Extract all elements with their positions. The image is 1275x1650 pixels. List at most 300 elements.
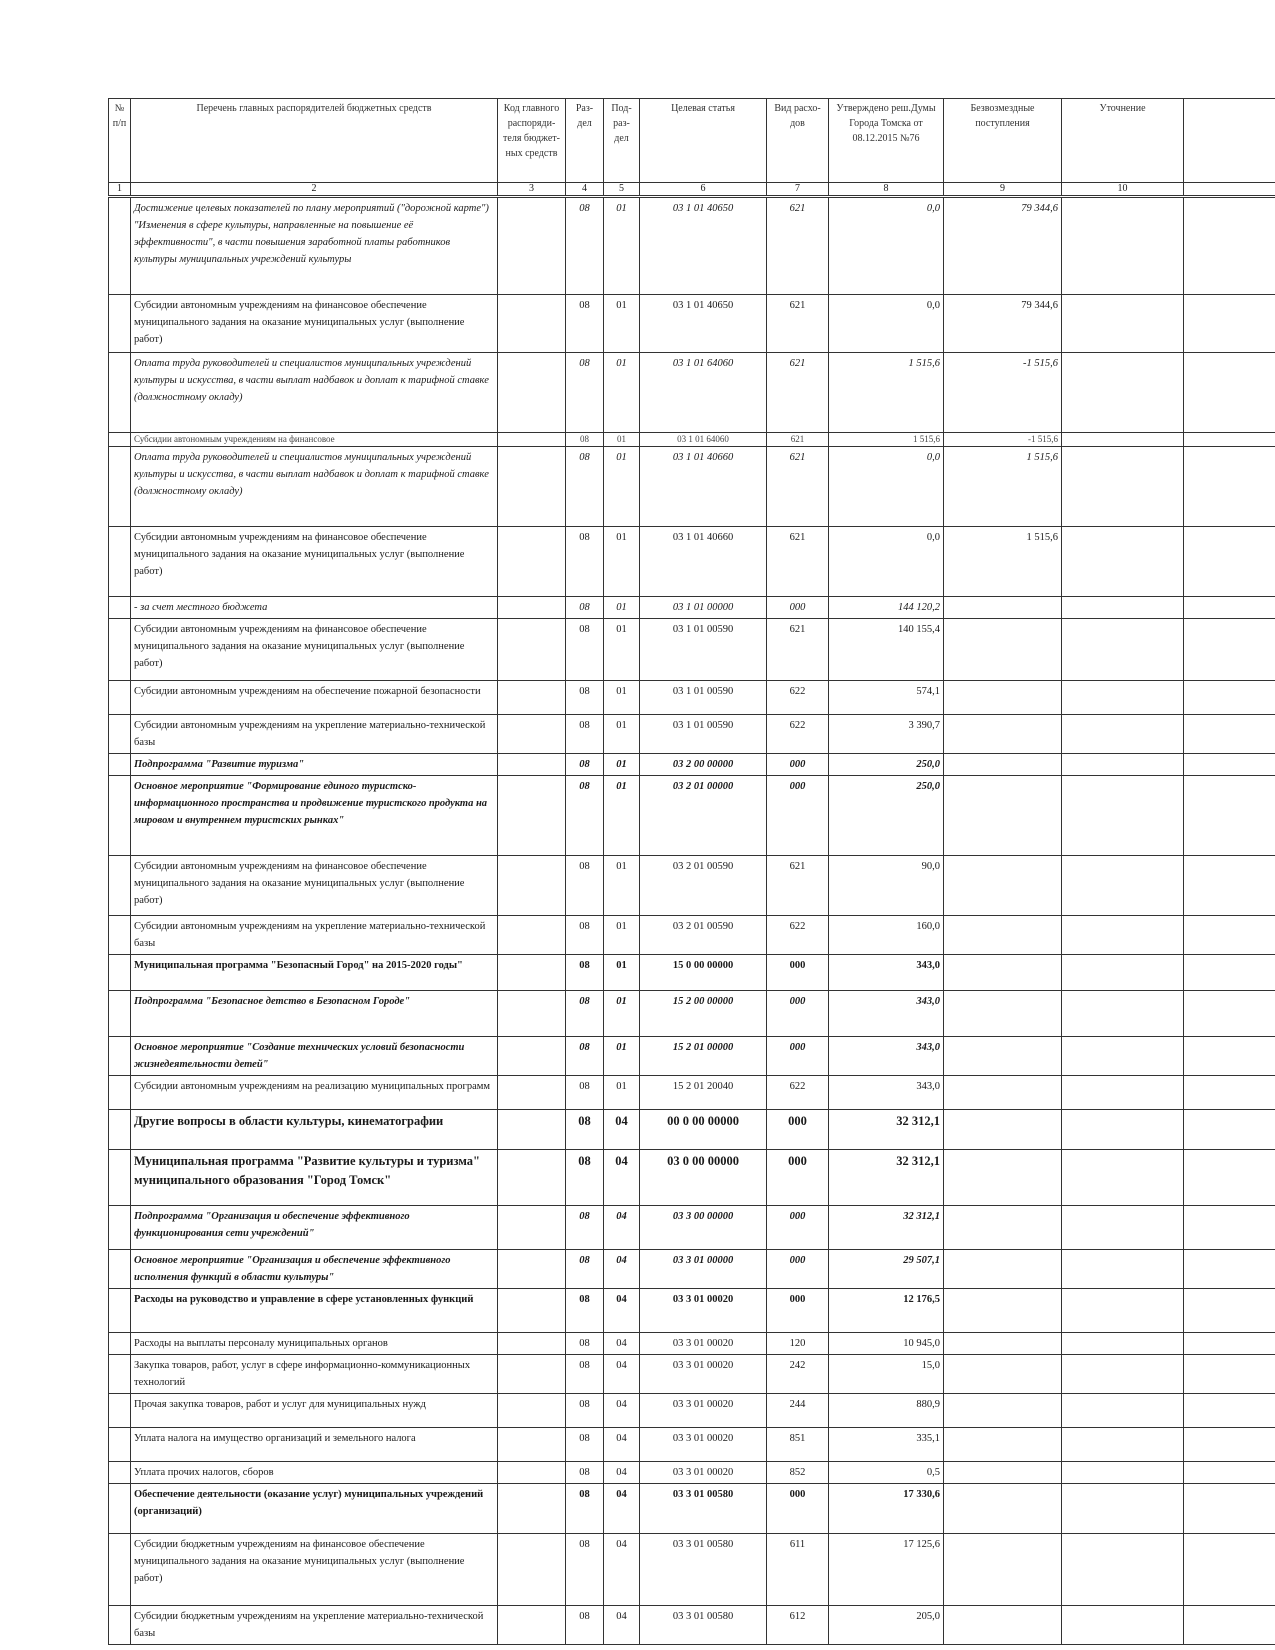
row-name: Другие вопросы в области культуры, кинематографии [131, 1110, 498, 1150]
row-target: 03 3 01 00580 [640, 1484, 767, 1534]
row-section: 08 [566, 1394, 604, 1428]
row-subsection: 04 [604, 1484, 640, 1534]
row-expense-type: 621 [767, 856, 829, 916]
row-extra [1184, 619, 1275, 681]
row-clarification [1062, 1355, 1184, 1394]
table-row [109, 1250, 1275, 1289]
row-name: Субсидии автономным учреждениям на финансовое обеспечение муниципального задания на оказание муниципальных услуг (выполнение работ) [131, 527, 498, 597]
row-target: 03 1 01 64060 [640, 433, 767, 447]
row-gratuitous [944, 1462, 1062, 1484]
row-gratuitous [944, 1355, 1062, 1394]
row-name: Обеспечение деятельности (оказание услуг) муниципальных учреждений (организаций) [131, 1484, 498, 1534]
table-row [109, 1206, 1275, 1250]
row-clarification [1062, 916, 1184, 955]
row-name: Субсидии автономным учреждениям на финансовое обеспечение муниципального задания на оказание муниципальных услуг (выполнение работ) [131, 295, 498, 353]
header-clarification: Уточнение [1062, 99, 1184, 183]
row-subsection: 01 [604, 295, 640, 353]
row-code [498, 1289, 566, 1333]
row-extra [1184, 1076, 1275, 1110]
row-target: 03 3 01 00580 [640, 1606, 767, 1645]
row-name: Расходы на руководство и управление в сфере установленных функций [131, 1289, 498, 1333]
row-section: 08 [566, 447, 604, 527]
row-gratuitous [944, 1484, 1062, 1534]
row-number [109, 1289, 131, 1333]
row-subsection: 01 [604, 1037, 640, 1076]
row-expense-type: 000 [767, 597, 829, 619]
row-expense-type: 621 [767, 433, 829, 447]
row-code [498, 597, 566, 619]
row-section: 08 [566, 1110, 604, 1150]
row-expense-type: 622 [767, 681, 829, 715]
table-row [109, 619, 1275, 681]
row-target: 03 1 01 40650 [640, 197, 767, 295]
header-target: Целевая статья [640, 99, 767, 183]
table-row [109, 433, 1275, 447]
table-row [109, 295, 1275, 353]
row-number [109, 1484, 131, 1534]
row-clarification [1062, 1428, 1184, 1462]
row-subsection: 01 [604, 916, 640, 955]
row-approved: 343,0 [829, 955, 944, 991]
row-section: 08 [566, 1428, 604, 1462]
row-subsection: 04 [604, 1333, 640, 1355]
row-clarification [1062, 353, 1184, 433]
row-approved: 343,0 [829, 1076, 944, 1110]
header-approved: Утверждено реш.Думы Города Томска от 08.12.2015 №76 [829, 99, 944, 183]
row-expense-type: 000 [767, 1150, 829, 1206]
row-number [109, 1355, 131, 1394]
row-gratuitous [944, 1037, 1062, 1076]
row-code [498, 991, 566, 1037]
table-row [109, 991, 1275, 1037]
row-gratuitous [944, 856, 1062, 916]
row-subsection: 04 [604, 1355, 640, 1394]
row-subsection: 01 [604, 597, 640, 619]
row-code [498, 447, 566, 527]
row-subsection: 01 [604, 856, 640, 916]
row-code [498, 1428, 566, 1462]
row-gratuitous [944, 681, 1062, 715]
header-section: Раз-дел [566, 99, 604, 183]
row-target: 15 2 00 00000 [640, 991, 767, 1037]
row-approved: 250,0 [829, 776, 944, 856]
row-subsection: 04 [604, 1250, 640, 1289]
row-clarification [1062, 1206, 1184, 1250]
row-gratuitous [944, 715, 1062, 754]
row-expense-type: 000 [767, 991, 829, 1037]
row-approved: 32 312,1 [829, 1150, 944, 1206]
row-extra [1184, 1428, 1275, 1462]
row-name: Субсидии автономным учреждениям на финансовое обеспечение муниципального задания на оказание муниципальных услуг (выполнение работ) [131, 619, 498, 681]
row-code [498, 619, 566, 681]
row-target: 03 3 01 00580 [640, 1534, 767, 1606]
row-expense-type: 000 [767, 1037, 829, 1076]
row-extra [1184, 991, 1275, 1037]
row-gratuitous: -1 515,6 [944, 433, 1062, 447]
row-gratuitous [944, 776, 1062, 856]
row-clarification [1062, 955, 1184, 991]
row-approved: 0,5 [829, 1462, 944, 1484]
row-subsection: 04 [604, 1289, 640, 1333]
row-target: 03 1 01 64060 [640, 353, 767, 433]
row-gratuitous [944, 1076, 1062, 1110]
row-target: 00 0 00 00000 [640, 1110, 767, 1150]
header-name: Перечень главных распорядителей бюджетных средств [131, 99, 498, 183]
row-expense-type: 000 [767, 1250, 829, 1289]
row-subsection: 01 [604, 433, 640, 447]
header-extra [1184, 99, 1275, 183]
row-extra [1184, 856, 1275, 916]
row-code [498, 776, 566, 856]
row-target: 03 3 01 00020 [640, 1462, 767, 1484]
table-row [109, 1462, 1275, 1484]
row-gratuitous [944, 955, 1062, 991]
table-row [109, 681, 1275, 715]
row-code [498, 681, 566, 715]
row-number [109, 1606, 131, 1645]
col-number: 10 [1062, 183, 1184, 197]
row-code [498, 955, 566, 991]
row-extra [1184, 1484, 1275, 1534]
row-expense-type: 244 [767, 1394, 829, 1428]
row-subsection: 01 [604, 681, 640, 715]
row-extra [1184, 916, 1275, 955]
row-section: 08 [566, 1289, 604, 1333]
row-gratuitous: 1 515,6 [944, 527, 1062, 597]
row-gratuitous [944, 1206, 1062, 1250]
row-expense-type: 000 [767, 776, 829, 856]
row-name: Подпрограмма "Безопасное детство в Безопасном Городе" [131, 991, 498, 1037]
row-section: 08 [566, 955, 604, 991]
row-target: 15 0 00 00000 [640, 955, 767, 991]
row-number [109, 991, 131, 1037]
row-code [498, 916, 566, 955]
col-number: 8 [829, 183, 944, 197]
row-approved: 1 515,6 [829, 433, 944, 447]
row-name: Уплата прочих налогов, сборов [131, 1462, 498, 1484]
row-code [498, 1333, 566, 1355]
row-clarification [1062, 295, 1184, 353]
table-row [109, 1289, 1275, 1333]
row-clarification [1062, 527, 1184, 597]
row-number [109, 754, 131, 776]
row-clarification [1062, 1534, 1184, 1606]
row-number [109, 1150, 131, 1206]
table-row [109, 1150, 1275, 1206]
row-gratuitous [944, 916, 1062, 955]
header-gratuitous: Безвозмездные поступления [944, 99, 1062, 183]
row-number [109, 1250, 131, 1289]
row-expense-type: 622 [767, 1076, 829, 1110]
row-number [109, 527, 131, 597]
row-code [498, 295, 566, 353]
row-gratuitous [944, 1289, 1062, 1333]
col-number: 7 [767, 183, 829, 197]
row-number [109, 1394, 131, 1428]
row-name: Достижение целевых показателей по плану мероприятий ("дорожной карте") "Изменения в сфере культуры, направленные на повышение её эффективности", в части повышения заработной платы работников культуры муниципальных учреждений культуры [131, 197, 498, 295]
row-extra [1184, 754, 1275, 776]
row-clarification [1062, 197, 1184, 295]
row-target: 03 1 01 40650 [640, 295, 767, 353]
row-number [109, 1037, 131, 1076]
row-code [498, 1534, 566, 1606]
row-name: Оплата труда руководителей и специалистов муниципальных учреждений культуры и искусства, в части выплат надбавок и доплат к тарифной ставке (должностному окладу) [131, 353, 498, 433]
row-code [498, 1484, 566, 1534]
row-extra [1184, 1150, 1275, 1206]
row-section: 08 [566, 1484, 604, 1534]
table-row [109, 1333, 1275, 1355]
row-name: Субсидии бюджетным учреждениям на укрепление материально-технической базы [131, 1606, 498, 1645]
row-extra [1184, 955, 1275, 991]
row-code [498, 856, 566, 916]
table-row [109, 1076, 1275, 1110]
row-section: 08 [566, 1150, 604, 1206]
row-subsection: 04 [604, 1110, 640, 1150]
row-name: Субсидии автономным учреждениям на обеспечение пожарной безопасности [131, 681, 498, 715]
row-code [498, 1606, 566, 1645]
row-clarification [1062, 1289, 1184, 1333]
row-number [109, 197, 131, 295]
row-expense-type: 621 [767, 447, 829, 527]
row-target: 03 2 01 00000 [640, 776, 767, 856]
row-approved: 0,0 [829, 447, 944, 527]
row-code [498, 715, 566, 754]
row-expense-type: 621 [767, 527, 829, 597]
row-code [498, 1355, 566, 1394]
row-expense-type: 000 [767, 1484, 829, 1534]
row-approved: 32 312,1 [829, 1110, 944, 1150]
row-code [498, 754, 566, 776]
row-number [109, 447, 131, 527]
row-approved: 343,0 [829, 1037, 944, 1076]
row-target: 15 2 01 00000 [640, 1037, 767, 1076]
row-clarification [1062, 1076, 1184, 1110]
row-section: 08 [566, 776, 604, 856]
table-row [109, 1110, 1275, 1150]
col-number: 9 [944, 183, 1062, 197]
row-name: Субсидии автономным учреждениям на реализацию муниципальных программ [131, 1076, 498, 1110]
col-number: 4 [566, 183, 604, 197]
row-name: Основное мероприятие "Организация и обеспечение эффективного исполнения функций в области культуры" [131, 1250, 498, 1289]
col-number: 1 [109, 183, 131, 197]
row-approved: 880,9 [829, 1394, 944, 1428]
row-target: 03 3 01 00020 [640, 1428, 767, 1462]
row-subsection: 04 [604, 1206, 640, 1250]
table-row [109, 916, 1275, 955]
row-section: 08 [566, 856, 604, 916]
row-subsection: 04 [604, 1462, 640, 1484]
row-section: 08 [566, 991, 604, 1037]
col-number: 2 [131, 183, 498, 197]
row-target: 03 2 00 00000 [640, 754, 767, 776]
row-number [109, 776, 131, 856]
row-subsection: 04 [604, 1606, 640, 1645]
row-gratuitous [944, 619, 1062, 681]
row-extra [1184, 1289, 1275, 1333]
row-section: 08 [566, 295, 604, 353]
row-clarification [1062, 447, 1184, 527]
header-subsection: Под-раз-дел [604, 99, 640, 183]
row-number [109, 1110, 131, 1150]
row-target: 03 3 01 00000 [640, 1250, 767, 1289]
row-section: 08 [566, 1206, 604, 1250]
row-expense-type: 612 [767, 1606, 829, 1645]
row-target: 15 2 01 20040 [640, 1076, 767, 1110]
col-number: 6 [640, 183, 767, 197]
table-row [109, 754, 1275, 776]
header-code: Код главного распоряди-теля бюджет-ных средств [498, 99, 566, 183]
row-target: 03 1 01 40660 [640, 447, 767, 527]
row-code [498, 197, 566, 295]
row-clarification [1062, 754, 1184, 776]
row-gratuitous [944, 1333, 1062, 1355]
row-gratuitous [944, 1394, 1062, 1428]
row-approved: 160,0 [829, 916, 944, 955]
row-name: Оплата труда руководителей и специалистов муниципальных учреждений культуры и искусства, в части выплат надбавок и доплат к тарифной ставке (должностному окладу) [131, 447, 498, 527]
row-number [109, 1076, 131, 1110]
row-clarification [1062, 991, 1184, 1037]
table-row [109, 1394, 1275, 1428]
row-section: 08 [566, 916, 604, 955]
row-section: 08 [566, 197, 604, 295]
row-clarification [1062, 433, 1184, 447]
row-subsection: 04 [604, 1150, 640, 1206]
column-number-row [109, 183, 1275, 197]
row-section: 08 [566, 619, 604, 681]
header-row [109, 99, 1275, 183]
row-expense-type: 621 [767, 197, 829, 295]
row-number [109, 1333, 131, 1355]
row-gratuitous [944, 754, 1062, 776]
row-target: 03 3 01 00020 [640, 1355, 767, 1394]
row-code [498, 1037, 566, 1076]
row-name: Субсидии автономным учреждениям на укрепление материально-технической базы [131, 916, 498, 955]
row-approved: 17 330,6 [829, 1484, 944, 1534]
row-subsection: 01 [604, 1076, 640, 1110]
table-row [109, 1037, 1275, 1076]
row-target: 03 3 01 00020 [640, 1333, 767, 1355]
budget-table [108, 98, 1275, 1645]
row-section: 08 [566, 1534, 604, 1606]
row-section: 08 [566, 1250, 604, 1289]
row-subsection: 01 [604, 527, 640, 597]
row-section: 08 [566, 433, 604, 447]
row-section: 08 [566, 1606, 604, 1645]
table-row [109, 1428, 1275, 1462]
row-expense-type: 621 [767, 295, 829, 353]
row-clarification [1062, 1150, 1184, 1206]
row-section: 08 [566, 754, 604, 776]
row-gratuitous: -1 515,6 [944, 353, 1062, 433]
row-expense-type: 621 [767, 353, 829, 433]
row-clarification [1062, 715, 1184, 754]
row-clarification [1062, 776, 1184, 856]
row-name: Основное мероприятие "Создание технических условий безопасности жизнедеятельности детей" [131, 1037, 498, 1076]
row-expense-type: 120 [767, 1333, 829, 1355]
row-extra [1184, 1333, 1275, 1355]
row-name: Муниципальная программа "Безопасный Город" на 2015-2020 годы" [131, 955, 498, 991]
table-row [109, 447, 1275, 527]
row-gratuitous: 79 344,6 [944, 295, 1062, 353]
row-approved: 343,0 [829, 991, 944, 1037]
row-name: Субсидии бюджетным учреждениям на финансовое обеспечение муниципального задания на оказание муниципальных услуг (выполнение работ) [131, 1534, 498, 1606]
row-subsection: 01 [604, 619, 640, 681]
row-number [109, 597, 131, 619]
row-number [109, 916, 131, 955]
row-subsection: 04 [604, 1394, 640, 1428]
row-extra [1184, 1250, 1275, 1289]
row-code [498, 1150, 566, 1206]
row-target: 03 1 01 00590 [640, 619, 767, 681]
table-row [109, 776, 1275, 856]
row-number [109, 1428, 131, 1462]
row-code [498, 433, 566, 447]
row-extra [1184, 353, 1275, 433]
row-section: 08 [566, 1355, 604, 1394]
row-gratuitous: 1 515,6 [944, 447, 1062, 527]
row-code [498, 1462, 566, 1484]
row-approved: 3 390,7 [829, 715, 944, 754]
row-target: 03 1 01 00590 [640, 681, 767, 715]
row-approved: 574,1 [829, 681, 944, 715]
table-row [109, 856, 1275, 916]
row-name: Подпрограмма "Развитие туризма" [131, 754, 498, 776]
row-approved: 250,0 [829, 754, 944, 776]
row-name: Подпрограмма "Организация и обеспечение эффективного функционирования сети учреждений" [131, 1206, 498, 1250]
row-section: 08 [566, 1076, 604, 1110]
row-section: 08 [566, 681, 604, 715]
row-clarification [1062, 1110, 1184, 1150]
table-row [109, 597, 1275, 619]
row-number [109, 681, 131, 715]
row-clarification [1062, 856, 1184, 916]
row-extra [1184, 1606, 1275, 1645]
table-row [109, 715, 1275, 754]
row-approved: 32 312,1 [829, 1206, 944, 1250]
row-approved: 335,1 [829, 1428, 944, 1462]
row-target: 03 2 01 00590 [640, 856, 767, 916]
row-expense-type: 000 [767, 1206, 829, 1250]
row-extra [1184, 447, 1275, 527]
row-section: 08 [566, 1462, 604, 1484]
row-subsection: 04 [604, 1428, 640, 1462]
row-name: Субсидии автономным учреждениям на финансовое обеспечение муниципального задания на оказание муниципальных услуг (выполнение работ) [131, 856, 498, 916]
row-code [498, 1110, 566, 1150]
row-clarification [1062, 681, 1184, 715]
row-name: Расходы на выплаты персоналу муниципальных органов [131, 1333, 498, 1355]
row-subsection: 01 [604, 991, 640, 1037]
row-extra [1184, 681, 1275, 715]
row-name: Муниципальная программа "Развитие культуры и туризма" муниципального образования "Город Томск" [131, 1150, 498, 1206]
row-extra [1184, 1534, 1275, 1606]
row-expense-type: 622 [767, 916, 829, 955]
row-target: 03 1 01 00000 [640, 597, 767, 619]
row-approved: 1 515,6 [829, 353, 944, 433]
col-number: 5 [604, 183, 640, 197]
row-subsection: 04 [604, 1534, 640, 1606]
row-name: Прочая закупка товаров, работ и услуг для муниципальных нужд [131, 1394, 498, 1428]
row-gratuitous [944, 991, 1062, 1037]
row-subsection: 01 [604, 715, 640, 754]
header-no: № п/п [109, 99, 131, 183]
row-name: Основное мероприятие "Формирование единого туристско-информационного пространства и продвижение туристского продукта на мировом и внутреннем туристских рынках" [131, 776, 498, 856]
row-target: 03 1 01 40660 [640, 527, 767, 597]
row-approved: 140 155,4 [829, 619, 944, 681]
row-approved: 0,0 [829, 295, 944, 353]
row-extra [1184, 527, 1275, 597]
row-approved: 0,0 [829, 527, 944, 597]
row-target: 03 2 01 00590 [640, 916, 767, 955]
